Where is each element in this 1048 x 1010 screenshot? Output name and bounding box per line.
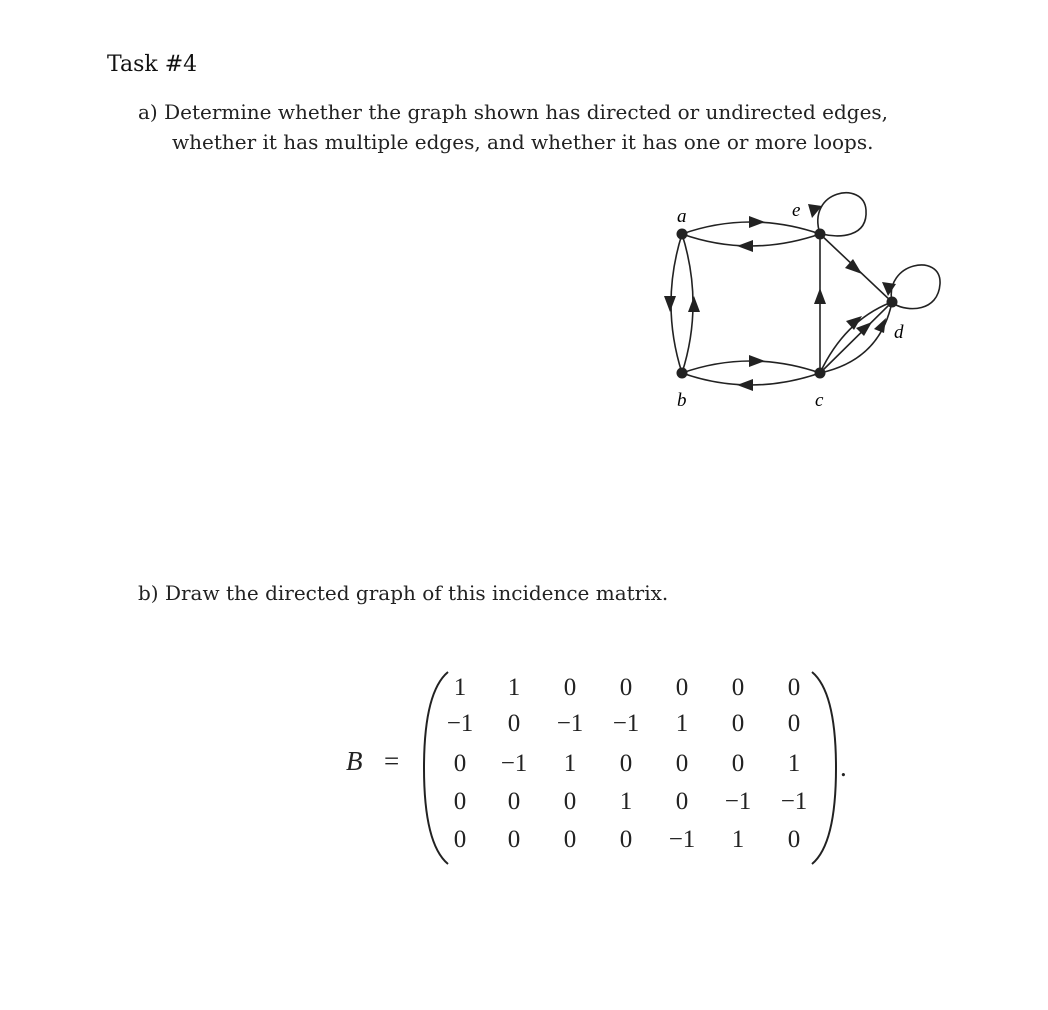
matrix-cell: 0	[787, 826, 801, 853]
matrix-cell: 0	[453, 826, 467, 853]
task-title: Task #4	[107, 52, 198, 77]
arrowhead-e-a	[737, 240, 753, 252]
matrix-cell: 0	[731, 674, 745, 701]
matrix-cell: 0	[675, 788, 689, 815]
arrowhead-b-c	[749, 355, 765, 367]
arrowhead-c-b	[737, 379, 753, 391]
matrix-cell: 0	[731, 710, 745, 737]
matrix-cell: 0	[731, 750, 745, 777]
matrix-cell: 0	[453, 750, 467, 777]
vertex-b	[677, 368, 688, 379]
matrix-cell: 0	[619, 826, 633, 853]
vertex-label-d: d	[894, 322, 904, 343]
matrix-cell: 0	[563, 826, 577, 853]
loop-e	[818, 193, 866, 236]
matrix-cell: −1	[668, 826, 696, 853]
matrix-cell: 0	[787, 710, 801, 737]
arrowhead-c-d-2	[856, 322, 872, 336]
part-a-question-line-1: a) Determine whether the graph shown has directed or undirected edges,	[138, 100, 889, 124]
vertex-a	[677, 229, 688, 240]
vertex-label-e: e	[792, 200, 801, 221]
matrix-cell: 0	[507, 710, 521, 737]
edge-c-d-2	[820, 302, 892, 373]
matrix-cell: −1	[500, 750, 528, 777]
matrix-cell: 0	[563, 788, 577, 815]
matrix-name: B	[346, 746, 363, 776]
arrowhead-e-d	[845, 259, 862, 274]
equals-sign: =	[384, 746, 400, 776]
matrix-cell: 0	[507, 788, 521, 815]
matrix-cell: 0	[453, 788, 467, 815]
vertex-label-a: a	[677, 206, 687, 227]
matrix-cell: 0	[563, 674, 577, 701]
matrix-cell: −1	[724, 788, 752, 815]
matrix-cell: −1	[556, 710, 584, 737]
matrix-cell: 0	[619, 674, 633, 701]
vertex-e	[815, 229, 826, 240]
vertex-label-c: c	[815, 390, 824, 411]
matrix-cell: −1	[446, 710, 474, 737]
vertex-label-b: b	[677, 390, 687, 411]
part-b-question: b) Draw the directed graph of this incidence matrix.	[138, 581, 669, 605]
matrix-period: .	[840, 752, 847, 782]
matrix-cell: −1	[612, 710, 640, 737]
matrix-cell: 0	[787, 674, 801, 701]
vertex-c	[815, 368, 826, 379]
arrowhead-a-b-right	[688, 296, 700, 312]
matrix-cell: 1	[619, 788, 633, 815]
incidence-matrix	[340, 668, 880, 868]
matrix-cell: 0	[675, 674, 689, 701]
directed-graph-figure	[630, 180, 960, 420]
matrix-cell: 1	[731, 826, 745, 853]
arrowhead-c-d-3	[874, 318, 886, 333]
matrix-cell: 1	[787, 750, 801, 777]
vertex-d	[887, 297, 898, 308]
arrowhead-a-e	[749, 216, 765, 228]
matrix-cell: 1	[453, 674, 467, 701]
matrix-cell: 1	[563, 750, 577, 777]
arrowhead-c-e	[814, 288, 826, 304]
matrix-cell: 0	[619, 750, 633, 777]
loop-d	[891, 265, 940, 309]
matrix-cell: 0	[675, 750, 689, 777]
matrix-cell: 1	[507, 674, 521, 701]
matrix-cell: −1	[780, 788, 808, 815]
matrix-cell: 0	[507, 826, 521, 853]
arrowhead-a-b-left	[664, 296, 676, 312]
part-a-question-line-2: whether it has multiple edges, and whether it has one or more loops.	[172, 130, 874, 154]
matrix-cell: 1	[675, 710, 689, 737]
